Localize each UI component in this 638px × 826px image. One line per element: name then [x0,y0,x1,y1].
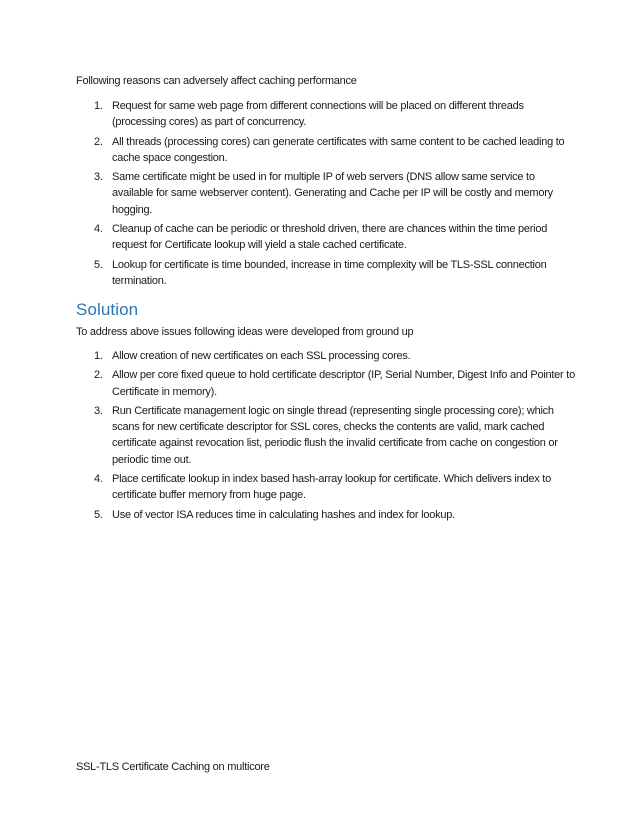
item-number: 4. [94,473,103,486]
solutions-list [76,348,576,526]
list-item [76,403,576,468]
item-number: 3. [94,171,103,184]
item-number: 3. [94,404,103,417]
list-item [76,348,576,364]
item-number: 2. [94,135,103,148]
item-number: 5. [94,508,103,521]
item-text: Request for same web page from different connections will be placed on different threads (processing cores) as part of concurrency. [112,100,524,129]
item-number: 2. [94,369,103,382]
item-text: Lookup for certificate is time bounded, increase in time complexity will be TLS-SSL connection termination. [112,258,547,287]
list-item [76,98,576,131]
item-text: Run Certificate management logic on single thread (representing single processing core); which scans for new certificate descriptor for SSL cores, checks the contents are valid, mark cached certificate against revocation list, periodic flush the invalid certificate from cache on congestion or periodic time out. [112,404,558,466]
item-number: 5. [94,258,103,271]
intro-text: Following reasons can adversely affect caching performance [76,75,357,87]
item-text: All threads (processing cores) can generate certificates with same content to be cached leading to cache space congestion. [112,135,565,164]
page-footer: SSL-TLS Certificate Caching on multicore [76,761,270,773]
item-text: Use of vector ISA reduces time in calculating hashes and index for lookup. [112,508,455,521]
list-item [76,134,576,167]
solution-intro-text: To address above issues following ideas were developed from ground up [76,326,414,338]
item-number: 1. [94,350,103,362]
item-text: Same certificate might be used in for multiple IP of web servers (DNS allow same service to available for same webserver content). Generating and Cache per IP will be costly and memory hogging. [112,171,553,216]
list-item [76,221,576,254]
item-text: Cleanup of cache can be periodic or threshold driven, there are chances within the time period request for Certificate lookup will yield a stale cached certificate. [112,223,548,252]
item-text: Allow creation of new certificates on each SSL processing cores. [112,350,411,362]
item-number: 1. [94,100,103,112]
list-item [76,367,576,400]
list-item [76,507,576,523]
list-item [76,257,576,290]
solution-heading: Solution [76,300,139,319]
reasons-list [76,98,576,292]
list-item [76,471,576,504]
item-number: 4. [94,223,103,236]
item-text: Place certificate lookup in index based hash-array lookup for certificate. Which delivers index to certificate buffer memory from huge page. [112,473,551,502]
item-text: Allow per core fixed queue to hold certificate descriptor (IP, Serial Number, Digest Info and Pointer to Certificate in memory). [112,369,575,398]
list-item [76,169,576,218]
